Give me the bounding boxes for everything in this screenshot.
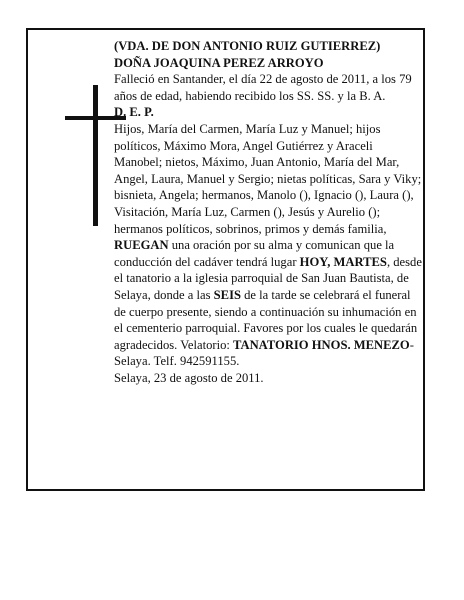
deceased-name: DOÑA JOAQUINA PEREZ ARROYO <box>114 55 324 70</box>
family-list: Hijos, María del Carmen, María Luz y Manuel; hijos políticos, Máximo Mora, Angel Gutiérrez y Araceli Manobel; nietos, Máximo, Juan Antonio, María del Mar, Angel, Laura, Manuel y Sergio; nietas políticas, Sara y Viky; bisnieta, Angela; hermanos, Manolo (), Ignacio (), Laura (), Visitación, María Luz, Carmen (), Jesús y Aurelio (); hermanos políticos, sobrinos, primos y demás familia, <box>114 121 422 236</box>
request-text-4: -Selaya. Telf. 942591155. <box>114 337 414 369</box>
cross-vertical-bar <box>93 85 98 226</box>
tanatorio-name: TANATORIO HNOS. MENEZO <box>233 337 410 352</box>
dep-line: D. E. P. <box>114 105 154 120</box>
death-statement: Falleció en Santander, el día 22 de agosto de 2011, a los 79 años de edad, habiendo recibido los SS. SS. y la B. A. <box>114 72 412 103</box>
widow-of-line: (VDA. DE DON ANTONIO RUIZ GUTIERREZ) <box>114 39 381 53</box>
obituary-text <box>114 38 424 386</box>
request-text-2: , desde el tanatorio a la iglesia parroquial de San Juan Bautista, de Selaya, donde a las <box>114 254 422 302</box>
request-text-1: una oración por su alma y comunican que la conducción del cadáver tendrá lugar <box>114 238 395 269</box>
request-text-3: de la tarde se celebrará el funeral de cuerpo presente, siendo a continuación su inhumación en el cementerio parroquial. Favores por los cuales le quedarán agradecidos. Velatorio: <box>114 287 418 352</box>
place-date: Selaya, 23 de agosto de 2011. <box>114 370 264 385</box>
hoy-martes: HOY, MARTES <box>299 254 387 269</box>
ruegan-word: RUEGAN <box>114 238 169 253</box>
request-paragraph <box>114 237 424 370</box>
seis-time: SEIS <box>213 287 241 302</box>
